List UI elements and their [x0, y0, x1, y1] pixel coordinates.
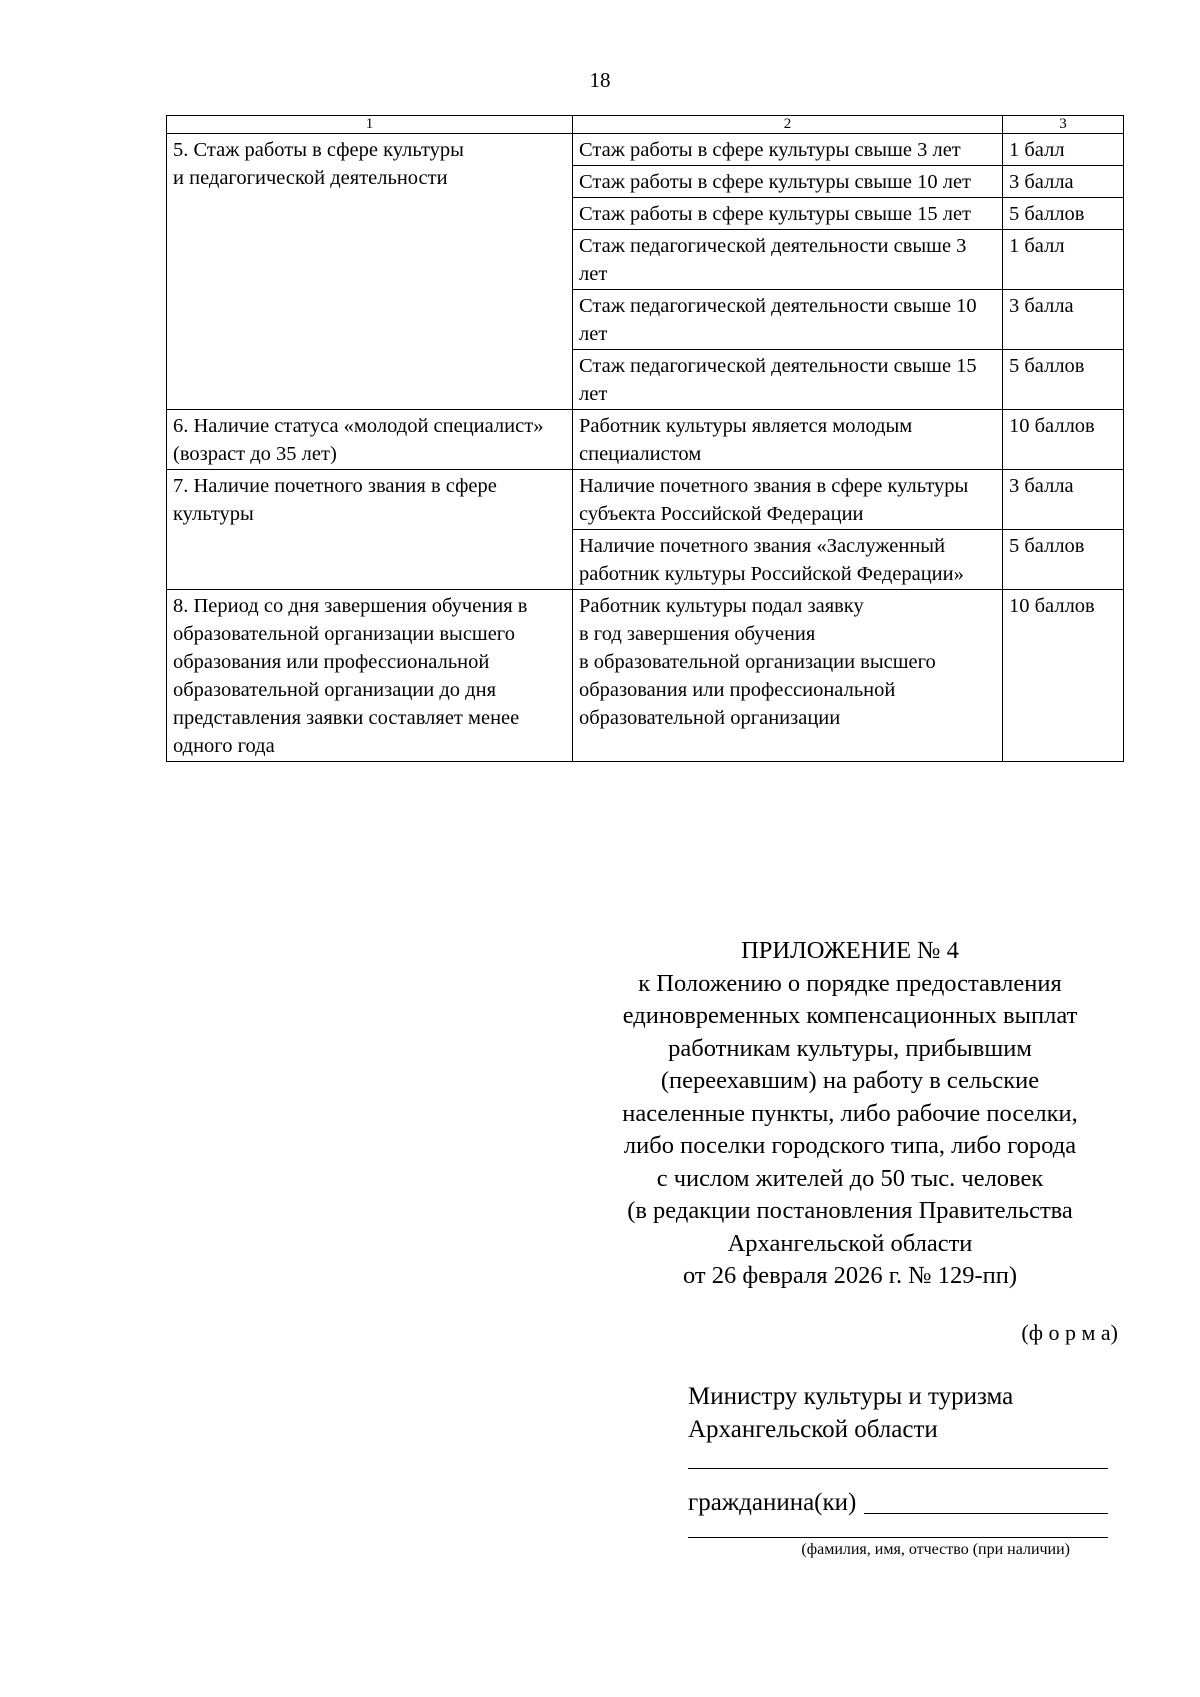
condition-cell: Наличие почетного звания в сфере культуры субъекта Российской Федерации	[573, 470, 1003, 530]
appendix-line: работникам культуры, прибывшим	[668, 1034, 1032, 1062]
criterion-cell: 8. Период со дня завершения обучения в образовательной организации высшего образования или профессиональной образовательной организации до дня представления заявки составляет менее одного года	[167, 590, 573, 762]
points-cell: 5 баллов	[1003, 350, 1124, 410]
points-cell: 5 баллов	[1003, 198, 1124, 230]
page-number: 18	[589, 68, 611, 92]
table-row	[167, 470, 1124, 530]
condition-cell: Стаж работы в сфере культуры свыше 10 лет	[573, 166, 1003, 198]
condition-cell: Работник культуры подал заявку в год завершения обучения в образовательной организации высшего образования или профессиональной образовательной организации	[573, 590, 1003, 762]
citizen-name-line	[864, 1487, 1108, 1514]
name-line	[688, 1519, 1108, 1538]
condition-cell: Стаж работы в сфере культуры свыше 3 лет	[573, 134, 1003, 166]
points-cell: 3 балла	[1003, 470, 1124, 530]
citizen-row	[688, 1486, 1108, 1519]
citizen-label: гражданина(ки)	[688, 1489, 857, 1516]
addressee-line-1: Министру культуры и туризма	[688, 1383, 1014, 1410]
name-hint: (фамилия, имя, отчество (при наличии)	[801, 1541, 1070, 1558]
points-cell: 1 балл	[1003, 230, 1124, 290]
condition-cell: Наличие почетного звания «Заслуженный работник культуры Российской Федерации»	[573, 530, 1003, 590]
appendix-line: единовременных компенсационных выплат	[622, 1002, 1078, 1029]
addressee-line-2: Архангельской области	[688, 1416, 938, 1443]
criterion-cell: 6. Наличие статуса «молодой специалист» (возраст до 35 лет)	[167, 410, 573, 470]
appendix-line: к Положению о порядке предоставления	[638, 969, 1062, 997]
table-header-row	[167, 116, 1124, 134]
appendix-title: ПРИЛОЖЕНИЕ № 4	[741, 937, 959, 964]
points-cell: 10 баллов	[1003, 410, 1124, 470]
addressee-block	[688, 1380, 1108, 1560]
appendix-line: населенные пункты, либо рабочие поселки,	[622, 1099, 1078, 1127]
points-cell: 10 баллов	[1003, 590, 1124, 762]
condition-cell: Работник культуры является молодым специалистом	[573, 410, 1003, 470]
blank-line	[688, 1446, 1108, 1469]
blank-line-row	[688, 1446, 1108, 1480]
appendix-line: либо поселки городского типа, либо города	[623, 1132, 1077, 1159]
condition-cell: Стаж работы в сфере культуры свыше 15 лет	[573, 198, 1003, 230]
appendix-lines	[580, 968, 1120, 1293]
appendix-line: (в редакции постановления Правительства	[627, 1197, 1073, 1224]
table-row	[167, 134, 1124, 166]
appendix-line: (переехавшим) на работу в сельские	[660, 1067, 1040, 1094]
column-header: 2	[573, 116, 1003, 134]
criteria-table	[166, 115, 1124, 762]
table-row	[167, 410, 1124, 470]
appendix-line: от 26 февраля 2026 г. № 129-пп)	[682, 1262, 1018, 1289]
condition-cell: Стаж педагогической деятельности свыше 15 лет	[573, 350, 1003, 410]
criterion-cell: 5. Стаж работы в сфере культуры и педагогической деятельности	[167, 134, 573, 410]
points-cell: 3 балла	[1003, 290, 1124, 350]
condition-cell: Стаж педагогической деятельности свыше 10 лет	[573, 290, 1003, 350]
table-row	[167, 590, 1124, 762]
form-label: (ф о р м а)	[1021, 1320, 1118, 1345]
column-header: 1	[167, 116, 573, 134]
condition-cell: Стаж педагогической деятельности свыше 3 лет	[573, 230, 1003, 290]
points-cell: 5 баллов	[1003, 530, 1124, 590]
column-header: 3	[1003, 116, 1124, 134]
appendix-heading	[580, 935, 1120, 1293]
criterion-cell: 7. Наличие почетного звания в сфере культуры	[167, 470, 573, 590]
appendix-line: Архангельской области	[727, 1229, 973, 1257]
points-cell: 3 балла	[1003, 166, 1124, 198]
appendix-line: с числом жителей до 50 тыс. человек	[656, 1164, 1044, 1192]
points-cell: 1 балл	[1003, 134, 1124, 166]
